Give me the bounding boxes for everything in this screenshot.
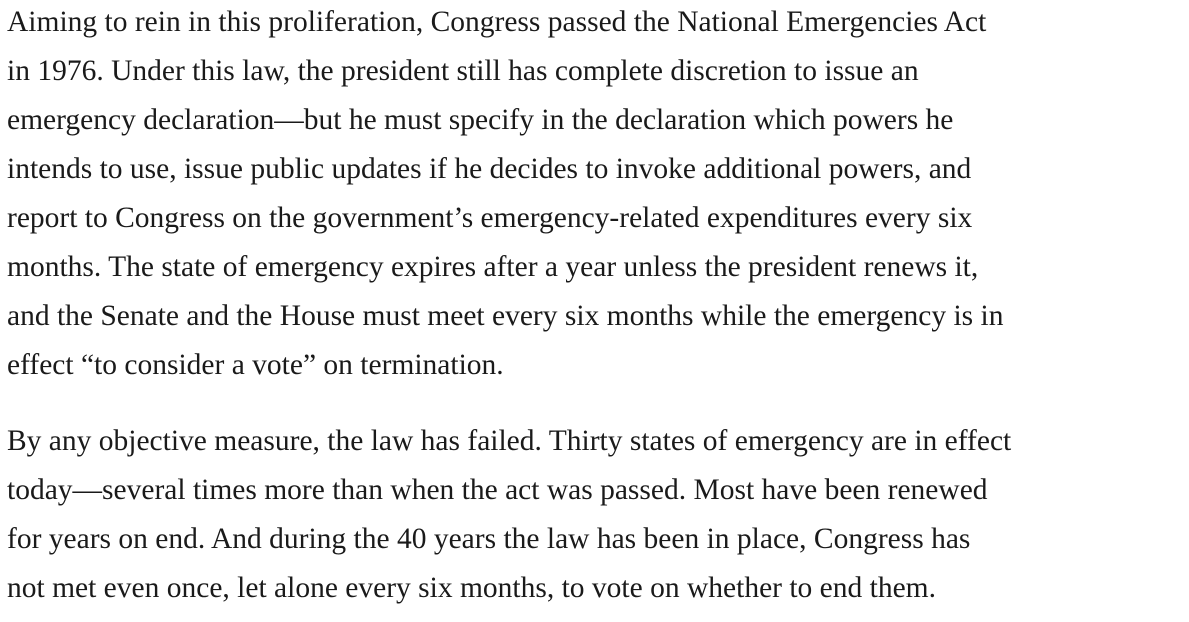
paragraph <box>7 417 1011 613</box>
paragraph <box>7 0 1003 390</box>
text-line: Aiming to rein in this proliferation, Congress passed the National Emergencies Act <box>7 6 987 38</box>
text-line: in 1976. Under this law, the president still has complete discretion to issue an <box>7 55 919 87</box>
text-line: not met even once, let alone every six months, to vote on whether to end them. <box>7 572 937 604</box>
text-line: and the Senate and the House must meet every six months while the emergency is in <box>7 300 1004 332</box>
text-line: for years on end. And during the 40 years the law has been in place, Congress has <box>7 523 971 555</box>
text-line: months. The state of emergency expires after a year unless the president renews it, <box>7 251 979 283</box>
text-line: intends to use, issue public updates if he decides to invoke additional powers, and <box>7 153 972 185</box>
text-line: report to Congress on the government’s emergency-related expenditures every six <box>7 202 973 234</box>
text-line: emergency declaration—but he must specify in the declaration which powers he <box>7 104 954 136</box>
text-line: By any objective measure, the law has failed. Thirty states of emergency are in effect <box>7 425 1012 457</box>
text-line: effect “to consider a vote” on termination. <box>7 349 504 381</box>
text-line: today—several times more than when the act was passed. Most have been renewed <box>7 474 988 506</box>
